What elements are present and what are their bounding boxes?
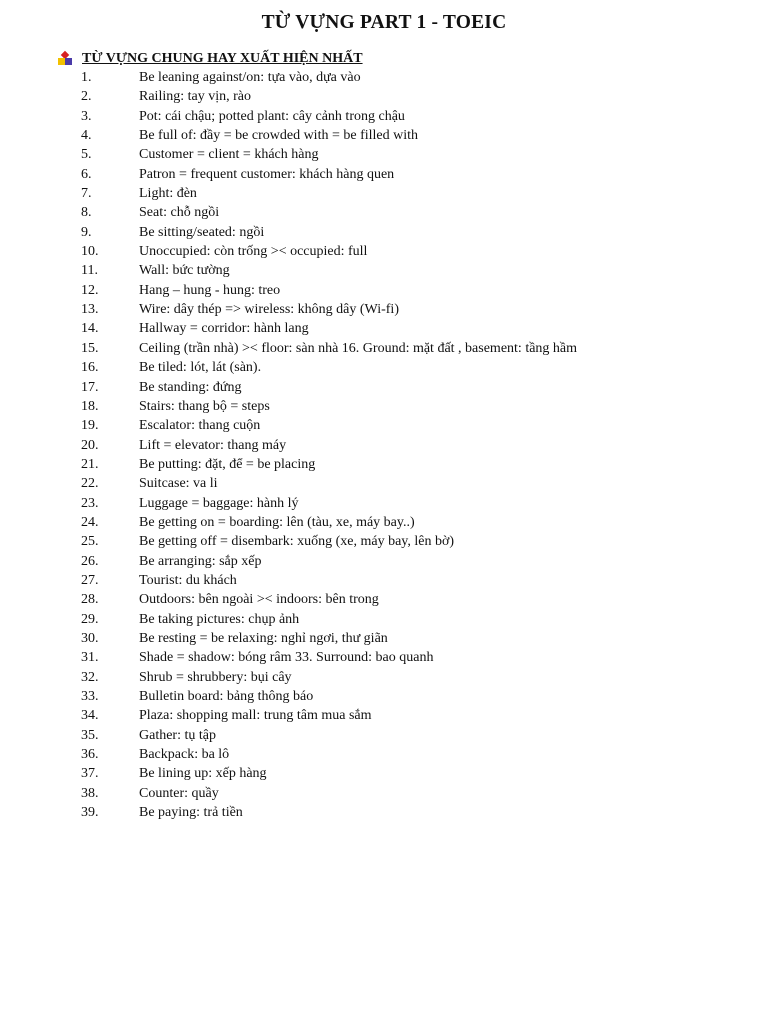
- list-item-text: Be resting = be relaxing: nghỉ ngơi, thư giãn: [139, 630, 388, 646]
- list-item-number: 9.: [81, 224, 92, 240]
- list-item-text: Be putting: đặt, để = be placing: [139, 456, 316, 472]
- list-item-text: Be standing: đứng: [139, 379, 242, 395]
- list-item-text: Be paying: trả tiền: [139, 805, 243, 821]
- list-item-number: 36.: [81, 747, 99, 763]
- list-item-text: Shrub = shrubbery: bụi cây: [139, 669, 292, 685]
- list-item-text: Be lining up: xếp hàng: [139, 766, 267, 782]
- list-item-number: 23.: [81, 495, 99, 511]
- list-item-text: Suitcase: va li: [139, 476, 218, 492]
- list-item-number: 25.: [81, 534, 99, 550]
- list-item-text: Be getting on = boarding: lên (tàu, xe, máy bay..): [139, 514, 415, 530]
- list-item-number: 3.: [81, 108, 92, 124]
- list-item-number: 14.: [81, 321, 99, 337]
- section-heading: [58, 49, 363, 69]
- list-item-number: 32.: [81, 669, 99, 685]
- list-item-number: 21.: [81, 456, 99, 472]
- list-item-text: Be full of: đầy = be crowded with = be filled with: [139, 128, 419, 144]
- list-item-number: 38.: [81, 785, 99, 801]
- list-item-number: 4.: [81, 128, 92, 144]
- list-item-number: 8.: [81, 205, 92, 221]
- list-item-number: 35.: [81, 727, 99, 743]
- list-item-text: Lift = elevator: thang máy: [139, 437, 287, 453]
- list-item-text: Light: đèn: [139, 186, 197, 202]
- list-item-text: Ceiling (trần nhà) >< floor: sàn nhà 16. Ground: mặt đất , basement: tầng hầm: [139, 340, 578, 356]
- list-item-number: 28.: [81, 592, 99, 608]
- bullet-icon: [58, 52, 72, 66]
- list-item-text: Customer = client = khách hàng: [139, 147, 319, 163]
- list-item-text: Railing: tay vịn, rào: [139, 89, 251, 105]
- list-item-number: 5.: [81, 147, 92, 163]
- list-item-number: 22.: [81, 476, 99, 492]
- list-item-text: Stairs: thang bộ = steps: [139, 398, 270, 414]
- list-item-text: Bulletin board: bảng thông báo: [139, 689, 314, 704]
- section-heading-text: TỪ VỰNG CHUNG HAY XUẤT HIỆN NHẤT: [82, 51, 363, 66]
- list-item-text: Be leaning against/on: tựa vào, dựa vào: [139, 70, 361, 85]
- list-item-number: 11.: [81, 263, 98, 279]
- list-item-number: 17.: [81, 379, 99, 395]
- list-item-text: Be tiled: lót, lát (sàn).: [139, 360, 262, 376]
- list-item-text: Hang – hung - hung: treo: [139, 282, 281, 298]
- list-item-text: Patron = frequent customer: khách hàng quen: [139, 166, 395, 182]
- list-item-text: Wire: dây thép => wireless: không dây (Wi-fi): [139, 302, 399, 318]
- list-item-number: 26.: [81, 553, 99, 569]
- list-item-text: Plaza: shopping mall: trung tâm mua sắm: [139, 708, 372, 724]
- list-item-text: Be getting off = disembark: xuống (xe, máy bay, lên bờ): [139, 534, 455, 550]
- list-item-text: Tourist: du khách: [139, 572, 237, 588]
- list-item-text: Wall: bức tường: [139, 263, 230, 279]
- list-item-number: 39.: [81, 805, 99, 821]
- list-item-text: Be sitting/seated: ngồi: [139, 224, 265, 240]
- list-item-text: Be taking pictures: chụp ảnh: [139, 611, 300, 627]
- list-item-text: Counter: quầy: [139, 785, 219, 801]
- list-item-number: 20.: [81, 437, 99, 453]
- list-item-text: Shade = shadow: bóng râm 33. Surround: bao quanh: [139, 650, 434, 666]
- list-item-number: 24.: [81, 514, 99, 530]
- list-item-number: 18.: [81, 398, 99, 414]
- list-item-text: Seat: chỗ ngồi: [139, 205, 220, 221]
- list-item-number: 16.: [81, 360, 99, 376]
- list-item-number: 10.: [81, 244, 99, 260]
- list-item-number: 2.: [81, 89, 92, 105]
- list-item-text: Gather: tụ tập: [139, 727, 216, 743]
- list-item-number: 15.: [81, 340, 99, 356]
- list-item-number: 29.: [81, 611, 99, 627]
- list-item-text: Luggage = baggage: hành lý: [139, 495, 299, 511]
- list-item-text: Backpack: ba lô: [139, 747, 230, 763]
- list-item-number: 19.: [81, 418, 99, 434]
- list-item-number: 37.: [81, 766, 99, 782]
- list-item-number: 34.: [81, 708, 99, 724]
- page-title: TỪ VỰNG PART 1 - TOEIC: [261, 12, 507, 33]
- list-item-number: 7.: [81, 186, 92, 202]
- list-item-number: 12.: [81, 282, 99, 298]
- list-item-text: Escalator: thang cuộn: [139, 418, 261, 434]
- list-item-number: 1.: [81, 70, 92, 85]
- list-item-text: Unoccupied: còn trống >< occupied: full: [139, 244, 368, 260]
- list-item-text: Hallway = corridor: hành lang: [139, 321, 309, 337]
- list-item-number: 13.: [81, 302, 99, 318]
- list-item-number: 6.: [81, 166, 92, 182]
- list-item-text: Be arranging: sắp xếp: [139, 553, 262, 569]
- list-item-number: 31.: [81, 650, 99, 666]
- list-item-text: Outdoors: bên ngoài >< indoors: bên trong: [139, 592, 379, 608]
- list-item-text: Pot: cái chậu; potted plant: cây cảnh trong chậu: [139, 108, 405, 124]
- list-item-number: 33.: [81, 689, 99, 704]
- list-item-number: 30.: [81, 630, 99, 646]
- list-item-number: 27.: [81, 572, 99, 588]
